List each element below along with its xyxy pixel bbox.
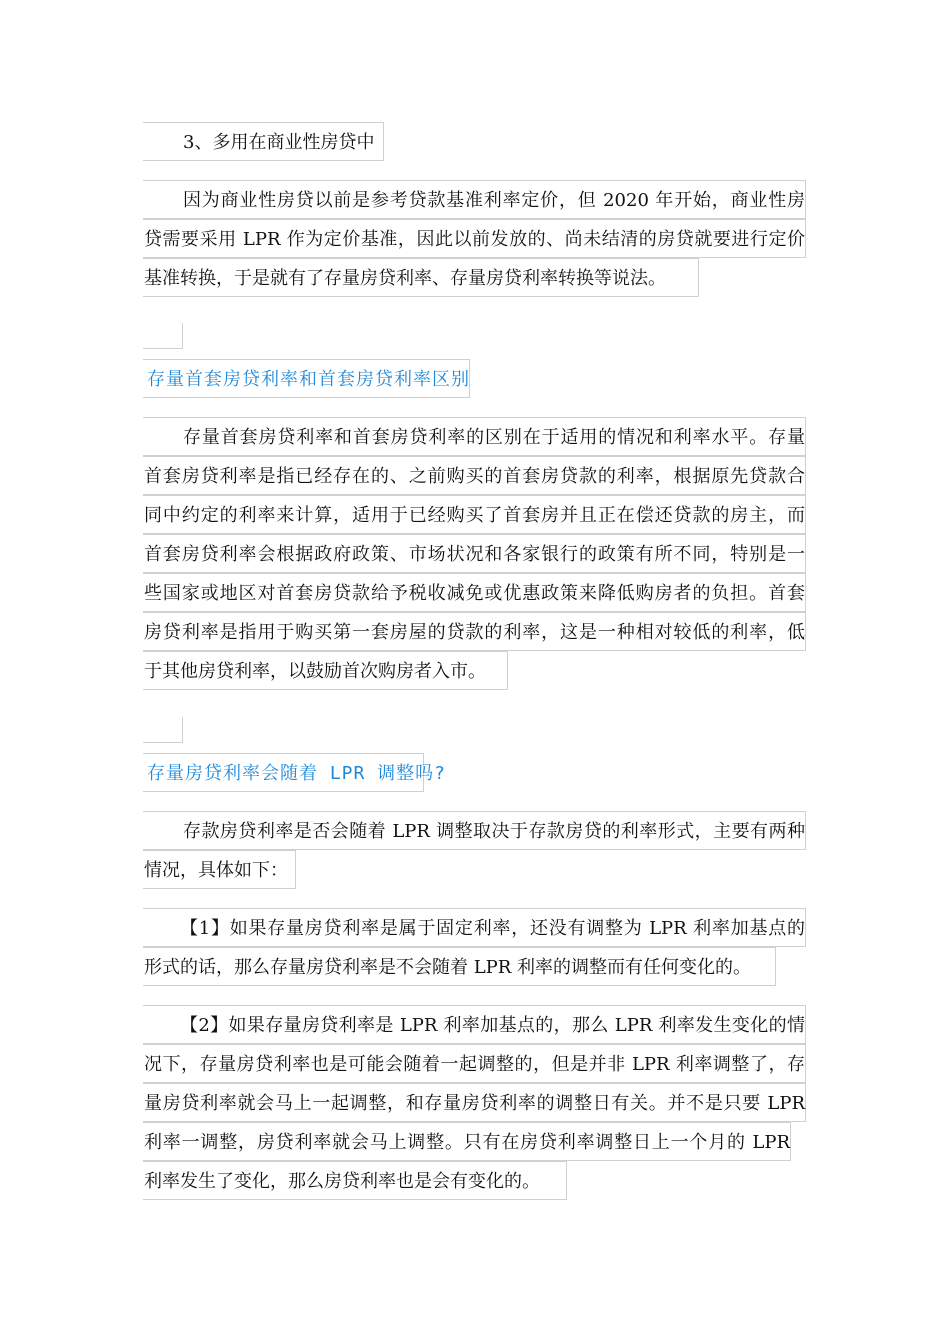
case-1-line: 【1】如果存量房贷利率是属于固定利率，还没有调整为 LPR 利率加基点的 <box>143 908 806 947</box>
paragraph-line: 同中约定的利率来计算，适用于已经购买了首套房并且正在偿还贷款的房主，而 <box>143 495 806 534</box>
paragraph-line: 些国家或地区对首套房贷款给予税收减免或优惠政策来降低购房者的负担。首套 <box>143 573 806 612</box>
empty-line-spacer <box>143 323 183 349</box>
empty-line-spacer <box>143 717 183 743</box>
section-heading-lpr: 存量房贷利率会随着 LPR 调整吗? <box>143 753 424 792</box>
case-2-line: 利率一调整，房贷利率就会马上调整。只有在房贷利率调整日上一个月的 LPR <box>143 1122 791 1161</box>
list-item-3: 3、多用在商业性房贷中 <box>143 122 384 161</box>
paragraph-line: 首套房贷利率是指已经存在的、之前购买的首套房贷款的利率，根据原先贷款合 <box>143 456 806 495</box>
paragraph-line: 存款房贷利率是否会随着 LPR 调整取决于存款房贷的利率形式，主要有两种 <box>143 811 806 850</box>
section-heading-difference: 存量首套房贷利率和首套房贷利率区别 <box>143 359 470 398</box>
paragraph-line: 首套房贷利率会根据政府政策、市场状况和各家银行的政策有所不同，特别是一 <box>143 534 806 573</box>
case-2-line: 量房贷利率就会马上一起调整，和存量房贷利率的调整日有关。并不是只要 LPR <box>143 1083 806 1122</box>
paragraph-line: 于其他房贷利率，以鼓励首次购房者入市。 <box>143 651 508 690</box>
paragraph-line: 贷需要采用 LPR 作为定价基准，因此以前发放的、尚未结清的房贷就要进行定价 <box>143 219 806 258</box>
case-2-line: 况下，存量房贷利率也是可能会随着一起调整的，但是并非 LPR 利率调整了，存 <box>143 1044 806 1083</box>
paragraph-line: 基准转换，于是就有了存量房贷利率、存量房贷利率转换等说法。 <box>143 258 699 297</box>
paragraph-line: 存量首套房贷利率和首套房贷利率的区别在于适用的情况和利率水平。存量 <box>143 417 806 456</box>
case-2-line: 【2】如果存量房贷利率是 LPR 利率加基点的，那么 LPR 利率发生变化的情 <box>143 1005 806 1044</box>
case-2-line: 利率发生了变化，那么房贷利率也是会有变化的。 <box>143 1161 567 1200</box>
case-1-line: 形式的话，那么存量房贷利率是不会随着 LPR 利率的调整而有任何变化的。 <box>143 947 776 986</box>
paragraph-line: 因为商业性房贷以前是参考贷款基准利率定价，但 2020 年开始，商业性房 <box>143 180 806 219</box>
paragraph-line: 房贷利率是指用于购买第一套房屋的贷款的利率，这是一种相对较低的利率，低 <box>143 612 806 651</box>
paragraph-line: 情况，具体如下： <box>143 850 296 889</box>
